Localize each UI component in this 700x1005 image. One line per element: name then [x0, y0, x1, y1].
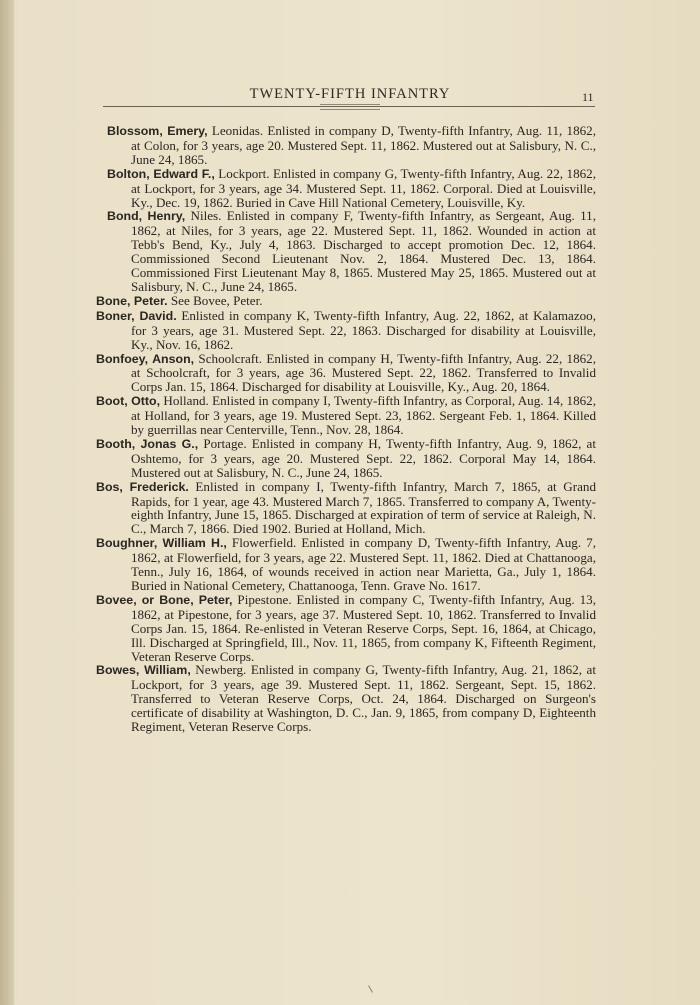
- roster-entry: [96, 167, 596, 210]
- entry-name: Bolton, Edward F.,: [107, 166, 215, 181]
- roster-entry: [96, 480, 596, 537]
- entry-name: Bone, Peter.: [96, 293, 168, 308]
- roster-entry: [96, 309, 596, 352]
- entry-name: Boner, David.: [96, 308, 177, 323]
- roster-entry: [96, 209, 596, 293]
- entry-text: Newberg. Enlisted in company G, Twenty-fifth Infantry, Aug. 21, 1862, at Lockport, for 3 years, age 39. Mustered Sept. 11, 1862. Sergeant, Sept. 15, 1862. Transferred to Veteran Reserve Corps, Oct. 24, 1864. Discharged on Surgeon's certificate of disability at Washington, D. C., Jan. 9, 1865, from company D, Eighteenth Regiment, Veteran Reserve Corps.: [131, 662, 597, 735]
- entry-text: Lockport. Enlisted in company G, Twenty-fifth Infantry, Aug. 22, 1862, at Lockport, for 3 years, age 34. Mustered Sept. 11, 1862. Corporal. Died at Louisville, Ky., Dec. 19, 1862. Buried in Cave Hill National Cemetery, Louisville, Ky.: [131, 165, 596, 210]
- entry-text: Enlisted in company K, Twenty-fifth Infantry, Aug. 22, 1862, at Kalamazoo, for 3 years, age 31. Mustered Sept. 22, 1863. Discharged for disability at Louisville, Ky., Nov. 16, 1862.: [131, 307, 596, 352]
- roster-entry: [96, 394, 596, 437]
- paper-mark: [368, 985, 373, 992]
- roster-entry: [96, 352, 596, 395]
- roster-entry: [96, 663, 596, 734]
- entry-text: Portage. Enlisted in company H, Twenty-fifth Infantry, Aug. 9, 1862, at Oshtemo, for 3 years, age 20. Mustered Sept. 22, 1862. Corporal May 14, 1864. Mustered out at Salisbury, N. C., June 24, 1865.: [131, 435, 596, 480]
- entry-name: Blossom, Emery,: [107, 124, 208, 138]
- entry-name: Boughner, William H.,: [96, 536, 227, 551]
- roster-entry: [96, 593, 596, 664]
- roster-entry: [96, 536, 596, 593]
- entry-name: Bowes, William,: [96, 663, 191, 678]
- running-title: TWENTY-FIFTH INFANTRY: [249, 86, 451, 102]
- page-number: 11: [582, 90, 594, 104]
- entry-text: See Bovee, Peter.: [167, 292, 263, 308]
- entry-text: Leonidas. Enlisted in company D, Twenty-fifth Infantry, Aug. 11, 1862, at Colon, for 3 years, age 20. Mustered Sept. 11, 1862. Mustered out at Salisbury, N. C., June 24, 1865.: [131, 123, 596, 167]
- roster-entry: [96, 294, 596, 309]
- entry-text: Holland. Enlisted in company I, Twenty-fifth Infantry, as Corporal, Aug. 14, 1862, at Holland, for 3 years, age 19. Mustered Sept. 23, 1862. Sergeant Feb. 1, 1864. Killed by guerrillas near Centerville, Tenn., Nov. 28, 1864.: [131, 393, 596, 438]
- roster-entry: [96, 124, 596, 167]
- entry-name: Bovee, or Bone, Peter,: [96, 592, 233, 607]
- entry-text: Enlisted in company I, Twenty-fifth Infantry, March 7, 1865, at Grand Rapids, for 1 year, age 43. Mustered March 7, 1865. Transferred to company A, Twenty-eighth Infantry, June 15, 1865. Discharged at expiration of term of service at Raleigh, N. C., March 7, 1866. Died 1902. Buried at Holland, Mich.: [131, 478, 596, 537]
- entry-name: Boot, Otto,: [96, 394, 161, 409]
- page-gutter-shadow: [0, 0, 14, 1005]
- entry-name: Booth, Jonas G.,: [96, 436, 199, 451]
- roster-entry: [96, 437, 596, 480]
- header-ornament: [320, 104, 380, 110]
- entry-text: Niles. Enlisted in company F, Twenty-fifth Infantry, as Sergeant, Aug. 11, 1862, at Niles, for 3 years, age 22. Mustered Sept. 11, 1862. Wounded in action at Tebb's Bend, Ky., July 4, 1863. Discharged to accept promotion Dec. 12, 1864. Commissioned Second Lieutenant Nov. 2, 1864. Mustered Dec. 13, 1864. Commissioned First Lieutenant May 8, 1865. Mustered May 25, 1865. Mustered out at Salisbury, N. C., June 24, 1865.: [131, 208, 596, 294]
- entry-name: Bos, Frederick.: [96, 479, 189, 494]
- entry-name: Bonfoey, Anson,: [96, 351, 195, 366]
- roster-entries: [96, 124, 596, 734]
- entry-text: Schoolcraft. Enlisted in company H, Twenty-fifth Infantry, Aug. 22, 1862, at Schoolcraft, for 3 years, age 36. Mustered Sept. 22, 1862. Transferred to Invalid Corps Jan. 15, 1864. Discharged for disability at Louisville, Ky., Aug. 20, 1864.: [131, 350, 596, 395]
- entry-text: Flowerfield. Enlisted in company D, Twenty-fifth Infantry, Aug. 7, 1862, at Flowerfield, for 3 years, age 22. Mustered Sept. 11, 1862. Died at Chattanooga, Tenn., July 16, 1864, of wounds received in action near Marietta, Ga., July 1, 1864. Buried in National Cemetery, Chattanooga, Tenn. Grave No. 1617.: [131, 535, 596, 593]
- entry-text: Pipestone. Enlisted in company C, Twenty-fifth Infantry, Aug. 13, 1862, at Pipestone, for 3 years, age 37. Mustered Sept. 10, 1862. Transferred to Invalid Corps Jan. 15, 1864. Re-enlisted in Veteran Reserve Corps, Sept. 16, 1864, at Chicago, Ill. Discharged at Springfield, Ill., Nov. 11, 1865, from company K, Fifteenth Regiment, Veteran Reserve Corps.: [131, 591, 596, 664]
- entry-name: Bond, Henry,: [107, 209, 186, 224]
